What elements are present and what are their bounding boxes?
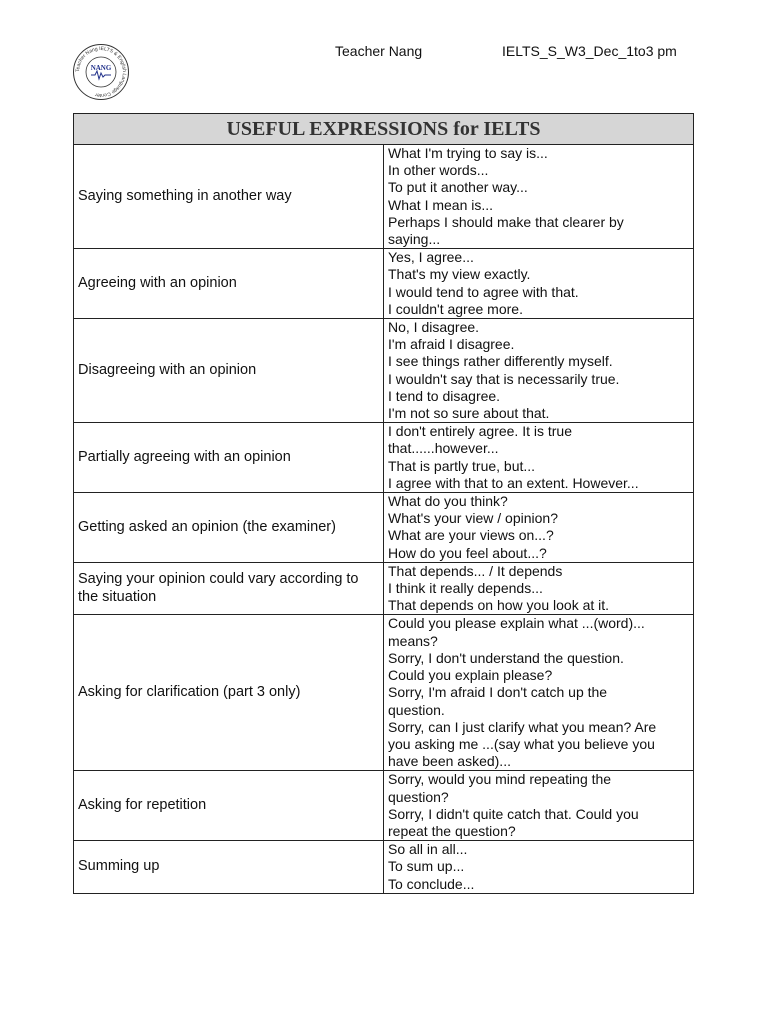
phrase-line: What I mean is... (388, 196, 494, 213)
phrase-line: What do you think? (388, 493, 508, 510)
phrases-cell (384, 771, 694, 841)
table-row (74, 562, 694, 615)
phrase-line: Sorry, I don't understand the question. (388, 649, 624, 666)
phrase-line: that......however... (388, 440, 499, 457)
category-cell: Partially agreeing with an opinion (74, 423, 384, 493)
table-row (74, 249, 694, 319)
phrase-line: I would tend to agree with that. (388, 283, 579, 300)
phrase-line: To put it another way... (388, 179, 528, 196)
phrase-line: That depends on how you look at it. (388, 597, 610, 614)
phrase-line: That's my view exactly. (388, 266, 531, 283)
class-code: IELTS_S_W3_Dec_1to3 pm (502, 43, 677, 59)
phrase-line: I couldn't agree more. (388, 300, 523, 317)
phrase-line: Yes, I agree... (388, 249, 474, 266)
table-row (74, 423, 694, 493)
phrase-line: That depends... / It depends (388, 562, 563, 579)
phrase-line: How do you feel about...? (388, 544, 547, 561)
phrase-line: What's your view / opinion? (388, 510, 558, 527)
phrase-line: Sorry, I'm afraid I don't catch up the (388, 684, 608, 701)
teacher-name: Teacher Nang (335, 43, 423, 59)
phrase-line: What I'm trying to say is... (388, 145, 548, 161)
phrases-cell (384, 319, 694, 423)
table-row (74, 615, 694, 771)
phrases-cell (384, 493, 694, 563)
category-cell: Saying your opinion could vary according to the situation (74, 562, 384, 615)
phrase-line: I see things rather differently myself. (388, 353, 613, 370)
phrase-line: have been asked)... (388, 753, 511, 770)
category-cell: Asking for repetition (74, 771, 384, 841)
phrase-line: repeat the question? (388, 822, 516, 839)
phrase-line: I wouldn't say that is necessarily true. (388, 370, 620, 387)
table-row (74, 493, 694, 563)
table-row (74, 145, 694, 249)
table-row (74, 841, 694, 894)
phrase-line: question. (388, 701, 445, 718)
phrase-line: Sorry, can I just clarify what you mean? Are (388, 718, 657, 735)
expressions-table (73, 113, 694, 894)
phrase-line: saying... (388, 231, 441, 248)
phrase-line: Sorry, would you mind repeating the (388, 771, 612, 788)
phrases-cell (384, 145, 694, 249)
table-title: USEFUL EXPRESSIONS for IELTS (74, 114, 694, 145)
center-logo (72, 43, 130, 101)
phrase-line: No, I disagree. (388, 319, 480, 336)
category-cell: Asking for clarification (part 3 only) (74, 615, 384, 771)
phrase-line: In other words... (388, 162, 489, 179)
phrase-line: I agree with that to an extent. However... (388, 474, 639, 491)
phrase-line: I think it really depends... (388, 580, 543, 597)
phrase-line: That is partly true, but... (388, 457, 536, 474)
category-cell: Getting asked an opinion (the examiner) (74, 493, 384, 563)
phrase-line: Perhaps I should make that clearer by (388, 213, 624, 230)
svg-text:Teacher Nang IELTS & English L: Teacher Nang IELTS & English Language Center (74, 45, 128, 99)
phrases-cell (384, 562, 694, 615)
phrase-line: To conclude... (388, 875, 475, 892)
phrases-cell (384, 249, 694, 319)
phrase-line: I don't entirely agree. It is true (388, 423, 572, 440)
table-row (74, 771, 694, 841)
phrase-line: question? (388, 788, 449, 805)
category-cell: Saying something in another way (74, 145, 384, 249)
phrase-line: Could you please explain what ...(word)... (388, 615, 645, 632)
phrase-line: Could you explain please? (388, 667, 553, 684)
logo-seal-icon (72, 43, 130, 101)
svg-text:NANG: NANG (90, 64, 112, 72)
phrase-line: I'm afraid I disagree. (388, 336, 515, 353)
phrase-line: I'm not so sure about that. (388, 405, 550, 422)
phrase-line: Sorry, I didn't quite catch that. Could you (388, 805, 639, 822)
phrase-line: What are your views on...? (388, 527, 554, 544)
phrases-cell (384, 841, 694, 894)
phrases-cell (384, 423, 694, 493)
phrase-line: means? (388, 632, 438, 649)
category-cell: Disagreeing with an opinion (74, 319, 384, 423)
phrases-cell (384, 615, 694, 771)
category-cell: Summing up (74, 841, 384, 894)
phrase-line: To sum up... (388, 858, 465, 875)
table-row (74, 319, 694, 423)
phrase-line: I tend to disagree. (388, 387, 501, 404)
phrase-line: So all in all... (388, 841, 468, 858)
category-cell: Agreeing with an opinion (74, 249, 384, 319)
phrase-line: you asking me ...(say what you believe you (388, 735, 655, 752)
